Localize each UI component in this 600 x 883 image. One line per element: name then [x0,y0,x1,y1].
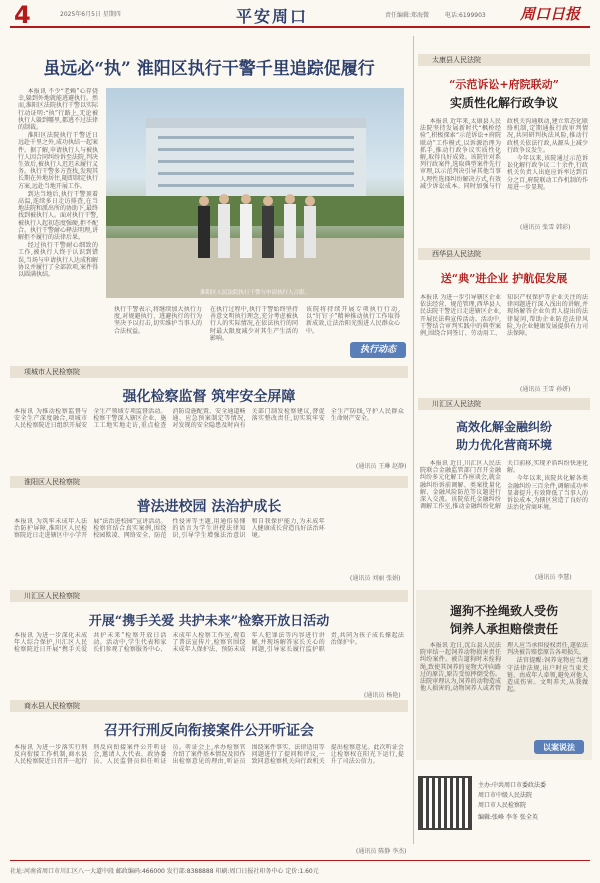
taikang-band [418,54,590,66]
xihua-band-label: 西华县人民法院 [432,250,481,258]
header-phone: 电话:6199903 [445,12,486,19]
sponsor-block [416,772,592,846]
enforcement-news-badge: 执行动态 [350,342,406,358]
lead-intro-column [18,88,98,306]
xiangcheng-signature: (通讯员 王琳 赵静) [356,463,407,470]
photo-caption: 淮阳区人民法院执行干警与申请执行人合影。 [199,290,310,296]
header-rule [10,26,590,28]
page-header [0,0,600,30]
taikang-signature: (通讯员 张雪 韩彩) [520,224,571,231]
lead-column-3: 该院将持续开展专项执行行动,以“钉钉子”精神推动执行工作取得新成效,让法治阳光照进人民群众心中。 [306,306,400,335]
chuanhui-procuratorate-band [10,590,408,602]
qr-code-icon [420,778,470,828]
lead-paragraph-3: 到达当地后,执行干警顶着高温,连续多日走访排查,在当地法院和派出所的协助下,最终找到被执行人。面对执行干警,被执行人起初态度强硬,拒不配合。执行干警耐心释法明理,讲解拒不履行的法律后果。 [18,190,98,242]
chuanhui-court-title-1: 高效化解金融纠纷 [455,420,552,434]
sponsor-line-1: 主办:中共周口市委政法委 [478,782,547,789]
xihua-title: 送“典”进企业 护航促发展 [440,272,568,285]
xihua-signature: (通讯员 王雪 孙妍) [520,386,571,393]
dog-case-title-2: 饲养人承担赔偿责任 [449,622,558,636]
dog-case-title-1: 遛狗不拴绳致人受伤 [449,604,558,618]
huaiyang-procuratorate-signature: (通讯员 刘丽 张娟) [350,575,401,582]
sponsor-line-2: 周口市中级人民法院 [478,792,533,799]
taikang-title-1: “示范诉讼+府院联动” [449,78,559,91]
taikang-paragraph-2: 今年以来,该院通过示范诉讼化解行政争议二十余件,行政机关负责人出庭应诉率达到百分之百,府院联动工作机制的作用进一步显现。 [507,155,588,191]
lead-photo [106,88,404,298]
taikang-title-2: 实质性化解行政争议 [449,96,558,110]
huaiyang-procuratorate-band-label: 淮阳区人民检察院 [24,478,80,486]
lead-paragraph-4: 经过执行干警耐心细致的工作,被执行人终于认识到错误,当场与申请执行人达成和解协议并履行了全部款项,案件得以圆满执结。 [18,242,98,279]
masthead: 周口日报 [520,5,581,23]
chuanhui-court-paragraph-2: 今年以来,该院共化解各类金融纠纷三百余件,调解成功率显著提升,有效降低了当事人的诉讼成本,为辖区营造了良好的法治化营商环境。 [507,475,588,512]
xiangcheng-band [10,366,408,378]
chuanhui-procuratorate-body: 本报讯 为进一步深化未成年人综合保护,川汇区人民检察院近日开展“携手关爱 共护未来”检察开放日活动。活动中,学生代表和家长们参观了检察服务中心、未成年人检察工作室,观看了普法宣传片,检察官围绕未成年人保护法、预防未成年人犯罪法等内容进行讲解,并现场解答家长关心的问题,引导家长履行监护职责,共同为孩子成长撑起法治保护伞。 [14,632,404,654]
dog-case-paragraph-2: 法官提醒:饲养宠物应当遵守法律法规,出户时应当束犬链、由成年人牵领,避免对他人造成伤害。文明养犬,从我做起。 [507,657,588,694]
page-number: 4 [14,1,31,29]
lead-article [10,42,408,306]
case-law-badge: 以案说法 [534,740,584,754]
shangshui-title: 召开行刑反向衔接案件公开听证会 [104,723,314,739]
header-date: 2025年6月5日 星期四 [60,11,121,18]
lead-column-2: 在执行过程中,执行干警始终坚持善意文明执行理念,充分考虑被执行人的实际情况,在依法执行的同时最大限度减少对其生产生活的影响。 [210,306,298,342]
courthouse-photo [106,88,404,298]
dog-case-body [420,642,588,742]
huaiyang-procuratorate-band [10,476,408,488]
taikang-band-label: 太康县人民法院 [432,56,481,64]
shangshui-band [10,700,408,712]
chuanhui-court-title-2: 助力优化营商环境 [455,438,552,452]
chuanhui-procuratorate-signature: (通讯员 杨艳) [364,692,401,699]
dog-case-box [416,590,592,760]
chuanhui-court-body [420,460,588,572]
section-title: 平安周口 [236,7,309,26]
taikang-body [420,118,588,220]
huaiyang-procuratorate-title: 普法进校园 法治护成长 [136,499,282,515]
chuanhui-procuratorate-title: 开展“携手关爱 共护未来”检察开放日活动 [88,614,330,629]
header-editor: 责任编辑:郑海微 [385,12,430,19]
dog-case-paragraph-1: 本报讯 近日,沈丘县人民法院审结一起饲养动物损害责任纠纷案件。被告遛狗时未拴狗绳,致使其饲养的宠物犬冲向路过的原告,原告受惊摔倒受伤。法院审理认为,饲养的动物造成他人损害的,动物饲养人或者管理人应当承担侵权责任,遂依法判决被告赔偿原告各项损失。 [420,642,588,693]
sponsor-line-3: 周口市人民检察院 [478,802,527,809]
lead-paragraph-1: 本报讯 不少“老赖”心存侥幸,躲到外地就能逃避执行。然而,淮阳区法院执行干警以实际行动证明:“执”行路上,无论被执行人躲到哪里,都逃不过法律的制裁。 [18,88,98,132]
chuanhui-court-band-label: 川汇区人民法院 [432,400,481,408]
xiangcheng-title: 强化检察监督 筑牢安全屏障 [122,389,296,405]
shangshui-band-label: 商水县人民检察院 [24,702,80,710]
huaiyang-procuratorate-body: 本报讯 为筑牢未成年人法治防护屏障,淮阳区人民检察院近日走进辖区中小学开展“法治进校园”宣讲活动。检察官结合真实案例,围绕校园欺凌、网络安全、防范性侵害等主题,用通俗易懂的语言为学生讲授法律知识,引导学生增强法治意识和自我保护能力,为未成年人健康成长营造良好法治环境。 [14,518,325,540]
footer-rule [10,860,590,861]
trees [106,196,404,226]
xihua-body: 本报讯 为进一步引导辖区企业依法经营、规范管理,西华县人民法院干警近日走进辖区企业,开展民法典宣传活动。活动中,干警结合审判实践中的典型案例,围绕合同签订、劳动用工、知识产权保护等企业关注的法律问题进行深入浅出的讲解,并现场解答企业负责人提出的法律疑问,帮助企业防范法律风险,为企业健康发展提供有力司法保障。 [420,294,588,338]
taikang-paragraph-1: 本报讯 近年来,太康县人民法院坚持发展新时代“枫桥经验”,积极探索“示范诉讼+府院联动”工作模式,以诉源治理为抓手,推动行政争议实质性化解,取得良好成效。该院针对系列行政案件,选取典型案件先行审理,以示范判决引导其他当事人理性选择纠纷解决方式,有效减少诉讼成本。同时加强与行政机关沟通联动,建立常态化联络机制,定期通报行政审判情况,共同研判执法风险,推动行政机关依法行政,从源头上减少行政争议发生。 [420,118,588,190]
xihua-band [418,248,590,260]
chuanhui-procuratorate-band-label: 川汇区人民检察院 [24,592,80,600]
sponsor-line-4: 编辑:张峰 李冬 张全英 [478,814,538,821]
shangshui-signature: (通讯员 陈静 李杰) [356,848,407,855]
chuanhui-court-band [418,398,590,410]
lead-column-1: 执行干警表示,将继续加大执行力度,对规避执行、逃避执行的行为坚决予以打击,切实维护当事人的合法权益。 [114,306,202,335]
footer-text: 社址:河南省周口市川汇区八一大道中段 邮政编码:466000 发行部:8388888 印刷:周口日报社印务中心 定价:1.60元 [10,868,319,875]
lead-title: 虽远必“执” 淮阳区执行干警千里追踪促履行 [43,59,375,79]
chuanhui-court-signature: (通讯员 李慧) [535,574,572,581]
xiangcheng-body: 本报讯 为推动检察监督与安全生产深度融合,项城市人民检察院近日组织开展安全生产领域专项监督活动。检察干警深入辖区企业、施工工地实地走访,重点检查消防设施配置、安全通道畅通、应急预案制定等情况,对发现的安全隐患及时向有关部门制发检察建议,督促落实整改责任,切实筑牢安全生产防线,守护人民群众生命财产安全。 [14,408,404,430]
building-roof [146,118,366,128]
chuanhui-court-paragraph-1: 本报讯 近日,川汇区人民法院联合金融监管部门召开金融纠纷多元化解工作座谈会,就金融纠纷诉前调解、类案批量化解、金融风险防范等议题进行深入交流。该院依托金融纠纷调解工作室,推动金融纠纷化解关口前移,实现矛盾纠纷快速化解。 [420,460,588,511]
xiangcheng-band-label: 项城市人民检察院 [24,368,80,376]
lead-paragraph-2: 淮阳区法院执行干警近日远赴千里之外,成功执结一起案件。据了解,申请执行人与被执行人因合同纠纷诉至法院,判决生效后,被执行人迟迟未履行义务。执行干警多方查找,发现其长期在外地居住,随即制定执行方案,远赴当地开展工作。 [18,132,98,190]
shangshui-body: 本报讯 为进一步落实行刑反向衔接工作机制,商水县人民检察院近日召开一起行刑反向衔接案件公开听证会,邀请人大代表、政协委员、人民监督员担任听证员。听证会上,承办检察官介绍了案件基本情况及拟作出检察意见的理由,听证员围绕案件事实、法律适用等问题进行了提问和评议,一致同意检察机关向行政机关提出检察意见。此次听证会让检察权在阳光下运行,提升了司法公信力。 [14,744,404,766]
column-divider [413,36,414,844]
